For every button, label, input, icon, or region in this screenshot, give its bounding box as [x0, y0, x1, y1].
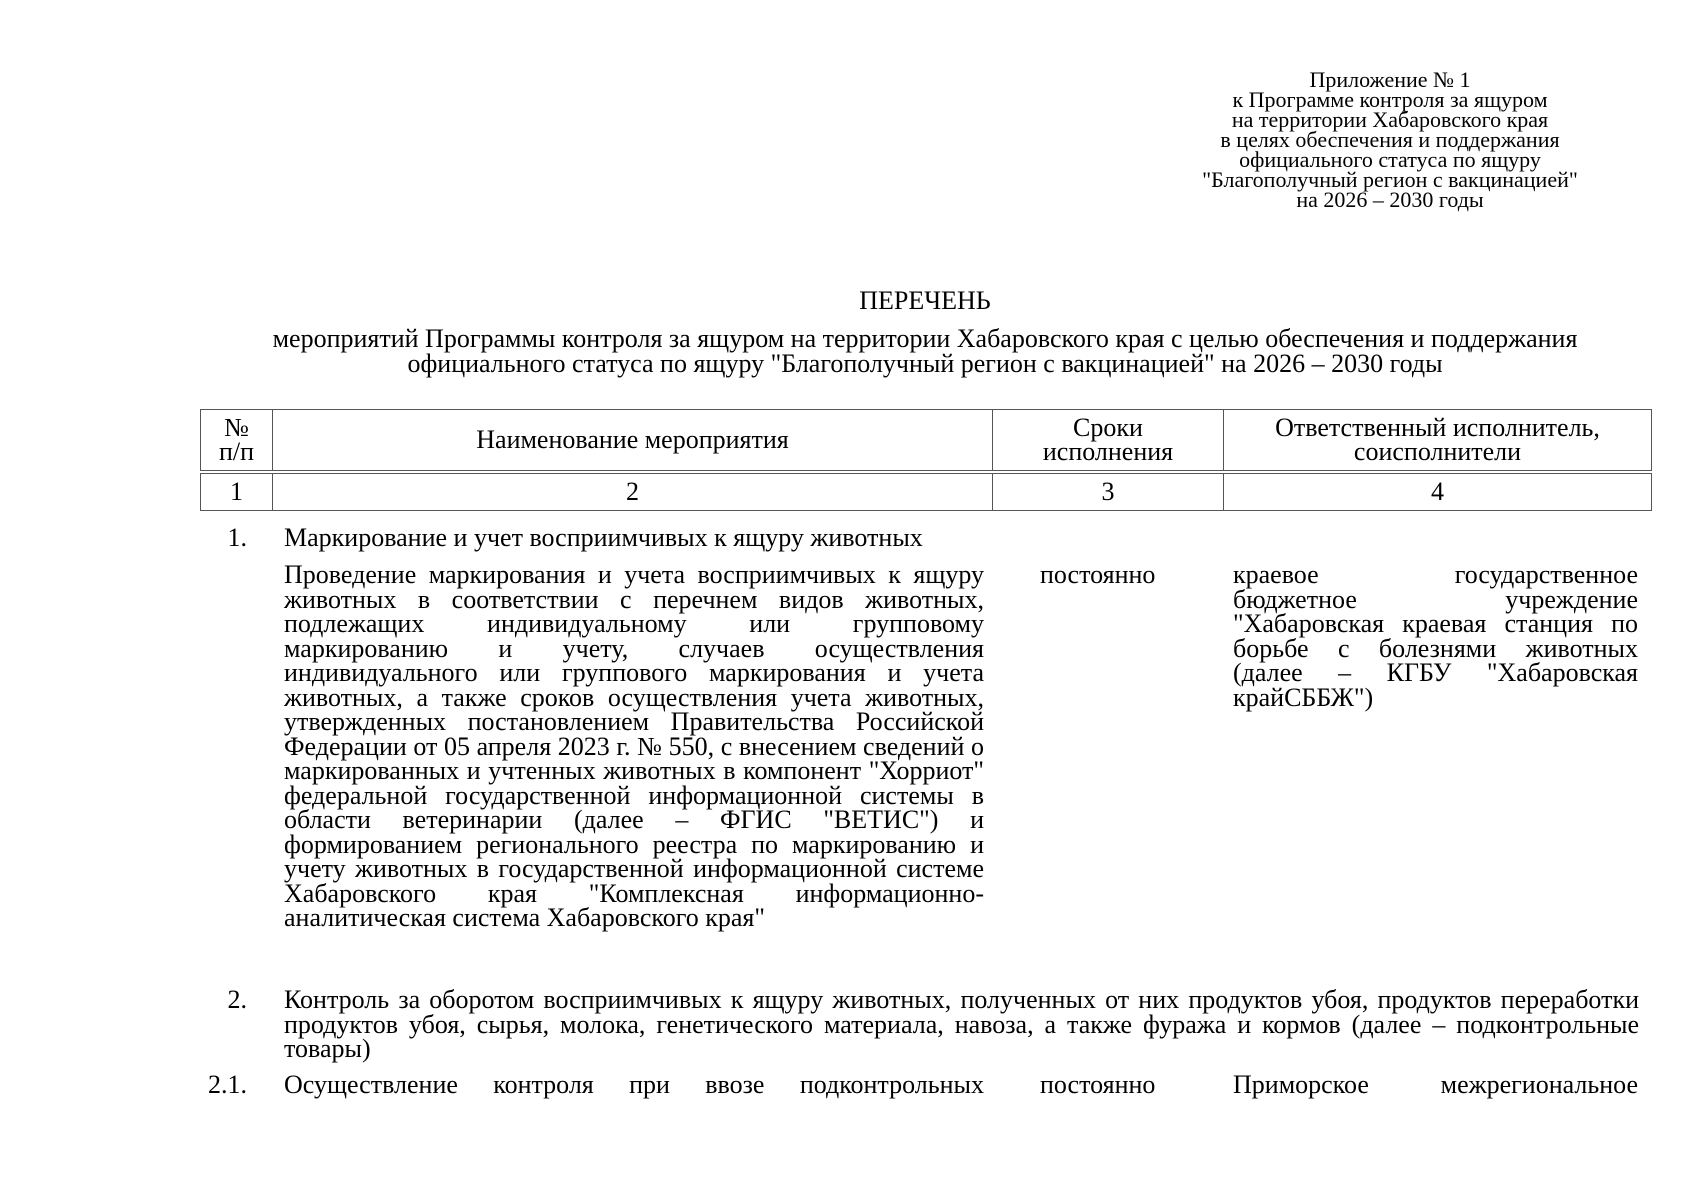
- header-cell-term: Сроки исполнения: [993, 410, 1224, 471]
- column-number-2: 2: [273, 474, 993, 511]
- subtitle-line-1: мероприятий Программы контроля за ящуром на территории Хабаровского края с целью обеспечения и поддержания: [272, 324, 1578, 353]
- table-header: [200, 409, 1652, 511]
- row-heading-1: Маркирование и учет восприимчивых к ящуру животных: [284, 523, 923, 552]
- row-text-1-1: Проведение маркирования и учета восприимчивых к ящуру животных в соответствии с перечнем видов животных, подлежащих индивидуальному или групповому маркированию и учету, случаев осуществления индивидуального или группового маркирования и учета животных, а также сроков осуществления учета животных, утвержденных постановлением Правительства Российской Федерации от 05 апреля 2023 г. № 550, с внесением сведений о маркированных и учтенных животных в компонент "Хорриот" федеральной государственной информационной системы в области ветеринарии (далее – ФГИС "ВЕТИС") и формированием регионального реестра по маркированию и учету животных в государственной информационной системе Хабаровского края "Комплексная информационно-аналитическая система Хабаровского края": [284, 560, 984, 932]
- appendix-line: "Благополучный регион с вакцинацией": [1202, 167, 1578, 192]
- appendix-line: Приложение № 1: [1309, 67, 1471, 92]
- row-number-1: 1.: [227, 523, 247, 552]
- row-term-2-1: постоянно: [1040, 1070, 1156, 1099]
- appendix-line: к Программе контроля за ящуром: [1232, 87, 1548, 112]
- header-cell-responsible: Ответственный исполнитель, соисполнители: [1224, 410, 1652, 471]
- document-subtitle: [190, 326, 1660, 376]
- row-responsible-2-1: Приморское межрегиональное: [1233, 1070, 1638, 1099]
- column-number-4: 4: [1224, 474, 1652, 511]
- column-number-1: 1: [201, 474, 273, 511]
- appendix-header: [1140, 67, 1640, 212]
- header-cell-name: Наименование мероприятия: [273, 410, 993, 471]
- row-text-2: Контроль за оборотом восприимчивых к ящуру животных, полученных от них продуктов убоя, продуктов переработки продуктов убоя, сырья, молока, генетического материала, навоза, а также фуража и кормов (далее – подконтрольные товары): [284, 985, 1639, 1063]
- header-cell-number: № п/п: [201, 410, 273, 471]
- row-responsible-1-1: краевое государственное бюджетное учреждение "Хабаровская краевая станция по борьбе с болезнями животных (далее – КГБУ "Хабаровская крайСББЖ"): [1233, 560, 1638, 712]
- appendix-line: на 2026 – 2030 годы: [1296, 187, 1484, 212]
- column-number-3: 3: [993, 474, 1224, 511]
- appendix-line: на территории Хабаровского края: [1231, 107, 1549, 132]
- document-title: ПЕРЕЧЕНЬ: [859, 286, 991, 315]
- row-number-2-1: 2.1.: [208, 1070, 247, 1099]
- appendix-line: в целях обеспечения и поддержания: [1220, 127, 1560, 152]
- appendix-line: официального статуса по ящуру: [1239, 147, 1541, 172]
- row-number-2: 2.: [227, 985, 247, 1014]
- row-text-2-1: Осуществление контроля при ввозе подконтрольных: [284, 1070, 984, 1099]
- row-term-1-1: постоянно: [1040, 560, 1156, 589]
- subtitle-line-2: официального статуса по ящуру "Благополучный регион с вакцинацией" на 2026 – 2030 годы: [407, 349, 1443, 378]
